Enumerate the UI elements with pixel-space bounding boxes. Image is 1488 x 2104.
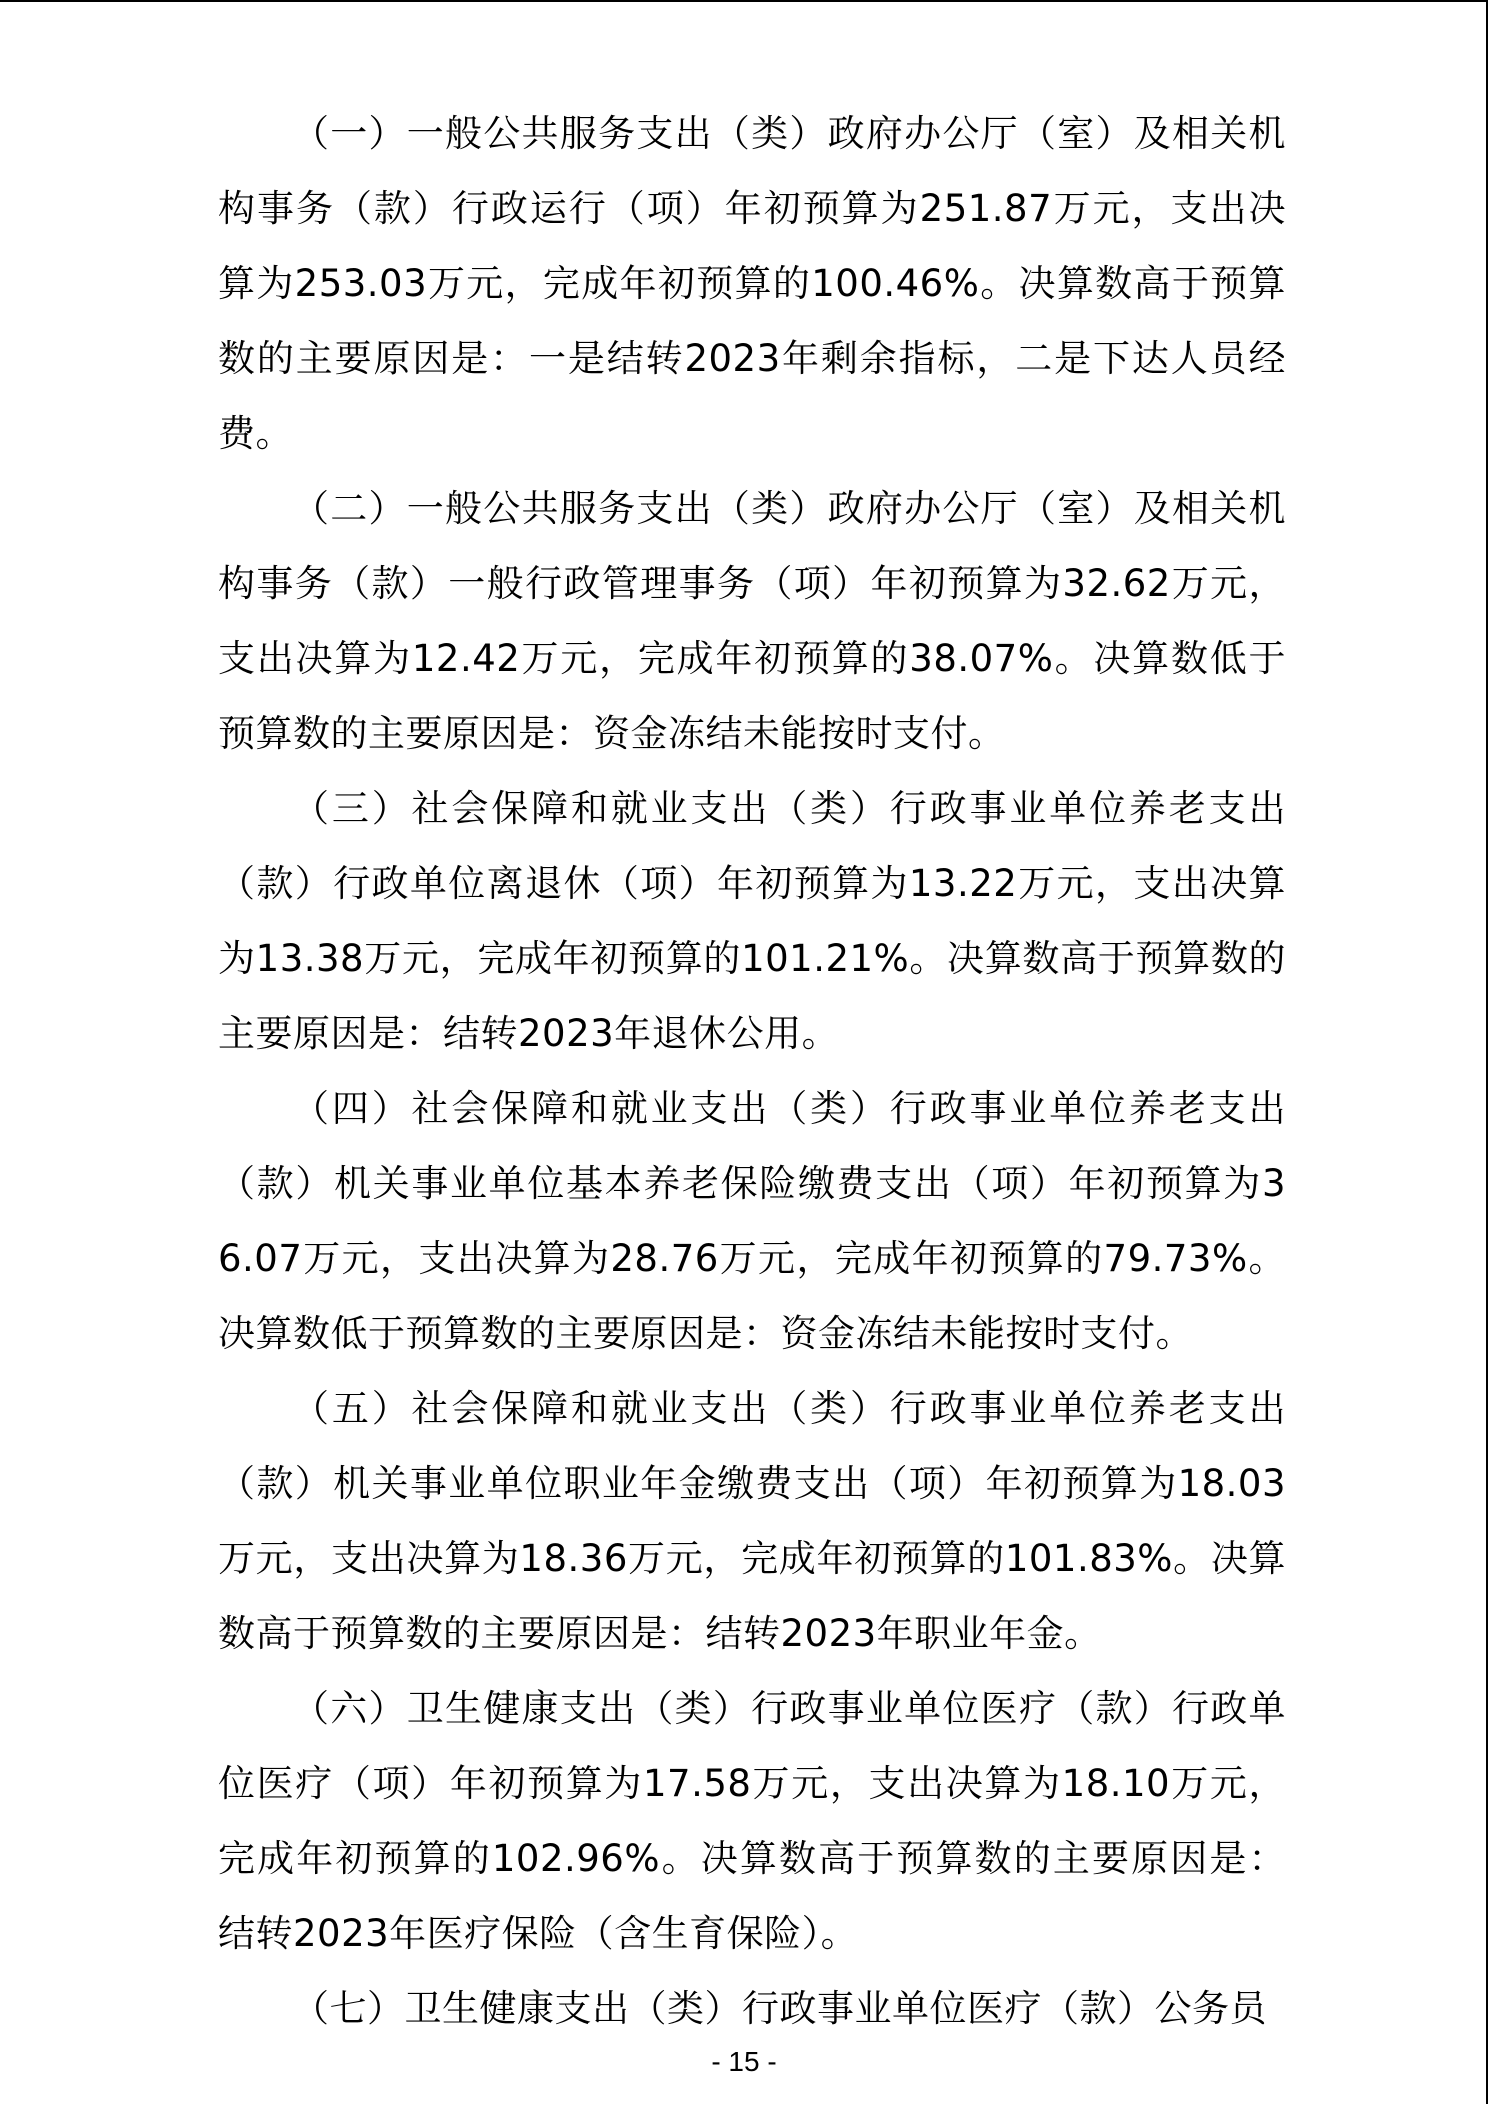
paragraph-6: （六）卫生健康支出（类）行政事业单位医疗（款）行政单位医疗（项）年初预算为17.58万元，支出决算为18.10万元，完成年初预算的102.96%。决算数高于预算数的主要原因是：结转2023年医疗保险（含生育保险）。 — [218, 1687, 1286, 1955]
paragraph-2: （二）一般公共服务支出（类）政府办公厅（室）及相关机构事务（款）一般行政管理事务（项）年初预算为32.62万元，支出决算为12.42万元，完成年初预算的38.07%。决算数低于预算数的主要原因是：资金冻结未能按时支付。 — [218, 487, 1286, 755]
paragraph-1: （一）一般公共服务支出（类）政府办公厅（室）及相关机构事务（款）行政运行（项）年初预算为251.87万元，支出决算为253.03万元，完成年初预算的100.46%。决算数高于预算数的主要原因是：一是结转2023年剩余指标，二是下达人员经费。 — [218, 112, 1286, 455]
page-number: - 15 - — [711, 2046, 777, 2077]
paragraph-3: （三）社会保障和就业支出（类）行政事业单位养老支出（款）行政单位离退休（项）年初预算为13.22万元，支出决算为13.38万元，完成年初预算的101.21%。决算数高于预算数的主要原因是：结转2023年退休公用。 — [218, 787, 1286, 1055]
document-body — [218, 96, 1286, 2046]
paragraph-7: （七）卫生健康支出（类）行政事业单位医疗（款）公务员 — [292, 1987, 1267, 2030]
paragraph-5: （五）社会保障和就业支出（类）行政事业单位养老支出（款）机关事业单位职业年金缴费支出（项）年初预算为18.03万元，支出决算为18.36万元，完成年初预算的101.83%。决算数高于预算数的主要原因是：结转2023年职业年金。 — [218, 1387, 1286, 1655]
page-border-top — [0, 0, 1488, 2]
paragraph-4: （四）社会保障和就业支出（类）行政事业单位养老支出（款）机关事业单位基本养老保险缴费支出（项）年初预算为36.07万元，支出决算为28.76万元，完成年初预算的79.73%。决算数低于预算数的主要原因是：资金冻结未能按时支付。 — [218, 1087, 1286, 1355]
